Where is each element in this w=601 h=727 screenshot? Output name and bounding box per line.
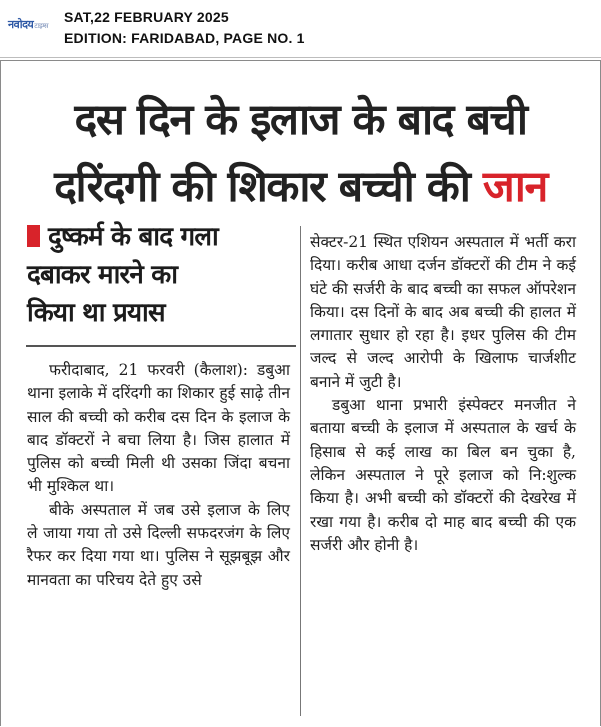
red-bullet-marker <box>27 225 40 247</box>
left-paragraph-1: फरीदाबाद, 21 फरवरी (कैलाश): डबुआ थाना इलाके में दरिंदगी का शिकार हुई साढ़े तीन साल की बच्ची को करीब दस दिन के इलाज के बाद डॉक्टरों ने बचा लिया है। जिस हालात में पुलिस को बच्ची मिली थी उसका जिंदा बचना भी मुश्किल था। <box>27 361 290 496</box>
header-divider <box>0 57 601 58</box>
logo-text: नवोदय <box>8 18 34 31</box>
headline-line-1: दस दिन के इलाज के बाद बची <box>74 95 527 145</box>
page-header <box>0 0 601 54</box>
headline-line-2 <box>0 160 601 214</box>
column-divider <box>300 226 301 716</box>
left-paragraph-2: बीके अस्पताल में जब उसे इलाज के लिए ले जाया गया तो उसे दिल्ली सफदरजंग के लिए रैफर कर दिया गया था। पुलिस ने सूझबूझ और मानवता का परिचय देते हुए उसे <box>27 500 290 589</box>
article-column-right <box>310 231 576 557</box>
newspaper-logo <box>8 17 48 32</box>
subheadline <box>27 218 295 332</box>
headline-line-2-main: दरिंदगी की शिकार बच्ची की <box>54 162 483 212</box>
publication-date: SAT,22 FEBRUARY 2025 <box>64 9 229 25</box>
headline-accent-word: जान <box>482 162 547 212</box>
subhead-line-3: किया था प्रयास <box>27 298 165 328</box>
subhead-line-2: दबाकर मारने का <box>27 260 178 290</box>
right-paragraph-1: सेक्टर-21 स्थित एशियन अस्पताल में भर्ती करा दिया। करीब आधा दर्जन डॉक्टरों की टीम ने कई घंटे की सर्जरी के बाद बच्ची का सफल ऑपरेशन किया। दस दिनों के बाद अब बच्ची की हालत में लगातार सुधार हो रहा है। इधर पुलिस की टीम जल्द से जल्द आरोपी के खिलाफ चार्जशीट बनाने में जुटी है। <box>310 233 576 391</box>
logo-subtext: टाइम्स <box>34 22 49 30</box>
article-column-left <box>27 359 290 592</box>
edition-info: EDITION: FARIDABAD, PAGE NO. 1 <box>64 30 305 46</box>
subhead-rule <box>26 345 296 347</box>
subhead-line-1: दुष्कर्म के बाद गला <box>48 222 218 252</box>
right-paragraph-2: डबुआ थाना प्रभारी इंस्पेक्टर मनजीत ने बताया बच्ची के इलाज में अस्पताल के खर्च के हिसाब से कई लाख का बिल बन चुका है, लेकिन अस्पताल ने पूरे इलाज को नि:शुल्क किया है। अभी बच्ची को डॉक्टरों की देखरेख में रखा गया है। करीब दो माह बाद बच्ची की एक सर्जरी और होनी है। <box>310 396 576 554</box>
